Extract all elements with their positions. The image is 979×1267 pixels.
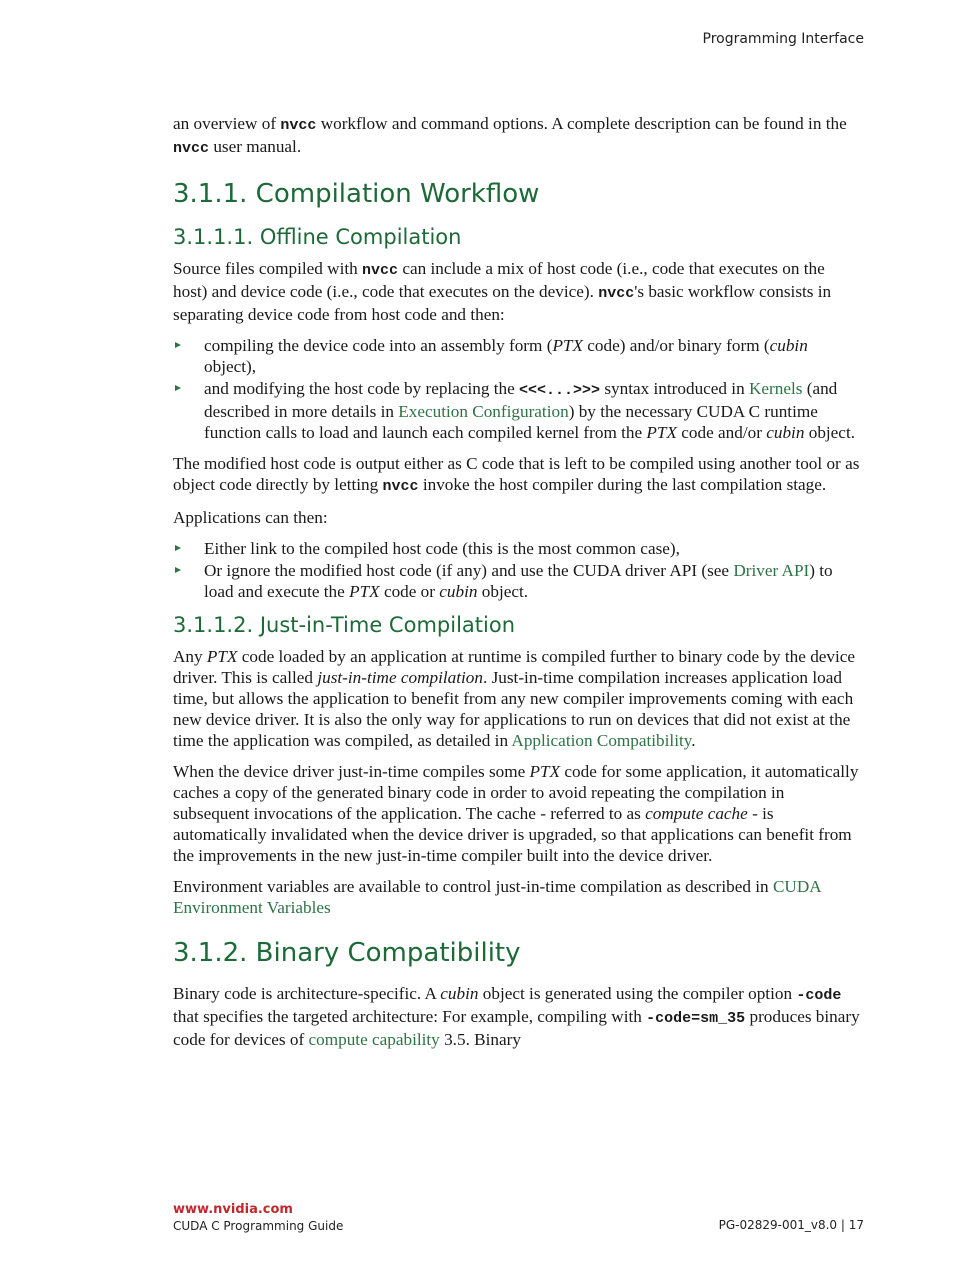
text: .: [691, 731, 696, 750]
offline-bullet-list: [173, 335, 863, 443]
jit-paragraph-3: [173, 876, 863, 918]
text: (and described in more details in: [204, 379, 838, 421]
italic-term: PTX: [349, 582, 380, 601]
text: and modifying the host code by replacing the: [204, 379, 520, 398]
italic-term: PTX: [646, 423, 677, 442]
link-execution-configuration[interactable]: Execution Configuration: [398, 402, 569, 421]
text: code) and/or binary form (: [583, 336, 770, 355]
text: can include a mix of host code (i.e., code that executes on the host) and device code (i.e., code that executes on the device).: [173, 259, 825, 301]
code-nvcc: nvcc: [362, 262, 399, 279]
italic-term: just-in-time compilation: [317, 668, 483, 687]
italic-term: cubin: [766, 423, 805, 442]
bullet-triangle-icon: [175, 567, 181, 573]
text: Environment variables are available to control just-in-time compilation as described in: [173, 877, 773, 896]
link-application-compatibility[interactable]: Application Compatibility: [511, 731, 692, 750]
binary-paragraph-1: [173, 983, 863, 1050]
section-heading-jit-compilation: 3.1.1.2. Just-in-Time Compilation: [173, 613, 515, 637]
text: an overview of: [173, 114, 281, 133]
list-item: [173, 378, 863, 443]
applications-bullet-list: [173, 538, 863, 602]
text: - is automatically invalidated when the device driver is upgraded, so that applications can benefit from the improvements in the new just-in-time compiler built into the device driver.: [173, 804, 852, 865]
text: code and/or: [676, 423, 767, 442]
section-heading-offline-compilation: 3.1.1.1. Offline Compilation: [173, 225, 462, 249]
italic-term: PTX: [206, 647, 238, 666]
text: 3.5. Binary: [439, 1030, 521, 1049]
list-item: [173, 560, 863, 602]
text: invoke the host compiler during the last compilation stage.: [418, 475, 827, 494]
italic-term: cubin: [439, 582, 478, 601]
text: ) by the necessary CUDA C runtime function calls to load and launch each compiled kernel from the: [204, 402, 818, 442]
link-cuda-environment-variables[interactable]: CUDA Environment Variables: [173, 877, 821, 917]
link-compute-capability[interactable]: compute capability: [308, 1030, 440, 1049]
text: object),: [204, 357, 257, 376]
text: compiling the device code into an assembly form (: [204, 336, 553, 355]
footer-doc-id-page-number: PG-02829-001_v8.0 | 17: [718, 1218, 864, 1232]
link-kernels[interactable]: Kernels: [748, 379, 803, 398]
intro-paragraph: [173, 113, 863, 159]
text: code or: [379, 582, 440, 601]
text: Either link to the compiled host code (this is the most common case),: [204, 539, 680, 558]
italic-term: compute cache: [645, 804, 748, 823]
text: The modified host code is output either as C code that is left to be compiled using another tool or as object code directly by letting: [173, 454, 860, 494]
italic-term: cubin: [769, 336, 808, 355]
bullet-triangle-icon: [175, 545, 181, 551]
code-launch-syntax: <<<...>>>: [519, 382, 601, 399]
list-item: [173, 538, 863, 559]
italic-term: PTX: [529, 762, 561, 781]
text: that specifies the targeted architecture: For example, compiling with: [173, 1007, 647, 1026]
text: . Just-in-time compilation increases application load time, but allows the application to benefit from any new compiler improvements coming with each new device driver. It is also the only way for applications to run on devices that did not exist at the time the application was compiled, as detailed in: [173, 668, 854, 750]
jit-paragraph-1: [173, 646, 863, 751]
offline-paragraph-3: Applications can then:: [173, 508, 328, 527]
footer-url-link[interactable]: www.nvidia.com: [173, 1202, 293, 1217]
link-driver-api[interactable]: Driver API: [733, 561, 810, 580]
text: object.: [804, 423, 856, 442]
footer-left: [173, 1202, 343, 1234]
footer-doc-title: CUDA C Programming Guide: [173, 1219, 344, 1233]
text: object.: [477, 582, 529, 601]
code-option: -code=sm_35: [646, 1010, 746, 1027]
text: user manual.: [209, 137, 302, 156]
text: Binary code is architecture-specific. A: [173, 984, 441, 1003]
text: Source files compiled with: [173, 259, 363, 278]
text: 's basic workflow consists in separating device code from host code and then:: [173, 282, 832, 324]
page-body: [173, 113, 863, 1060]
code-option: -code: [796, 987, 842, 1004]
text: syntax introduced in: [600, 379, 749, 398]
italic-term: PTX: [552, 336, 583, 355]
section-heading-compilation-workflow: 3.1.1. Compilation Workflow: [173, 179, 540, 209]
text: produces binary code for devices of: [173, 1007, 860, 1049]
text: ) to load and execute the: [204, 561, 833, 601]
code-nvcc: nvcc: [173, 140, 210, 157]
code-nvcc: nvcc: [382, 478, 419, 495]
offline-paragraph-1: [173, 258, 863, 325]
bullet-triangle-icon: [175, 385, 181, 391]
jit-paragraph-2: [173, 761, 863, 866]
text: workflow and command options. A complete description can be found in the: [316, 114, 847, 133]
list-item: [173, 335, 863, 377]
text: code loaded by an application at runtime is compiled further to binary code by the device driver. This is called: [173, 647, 856, 687]
code-nvcc: nvcc: [280, 117, 317, 134]
text: Or ignore the modified host code (if any) and use the CUDA driver API (see: [204, 561, 734, 580]
offline-paragraph-2: [173, 453, 863, 497]
code-nvcc: nvcc: [598, 285, 635, 302]
section-heading-binary-compatibility: 3.1.2. Binary Compatibility: [173, 938, 521, 968]
text: When the device driver just-in-time compiles some: [173, 762, 530, 781]
italic-term: cubin: [440, 984, 479, 1003]
running-header: Programming Interface: [702, 31, 864, 47]
text: Any: [173, 647, 207, 666]
bullet-triangle-icon: [175, 342, 181, 348]
text: object is generated using the compiler option: [478, 984, 797, 1003]
text: code for some application, it automatically caches a copy of the generated binary code in order to avoid repeating the compilation in subsequent invocations of the application. The cache - referred to as: [173, 762, 859, 823]
